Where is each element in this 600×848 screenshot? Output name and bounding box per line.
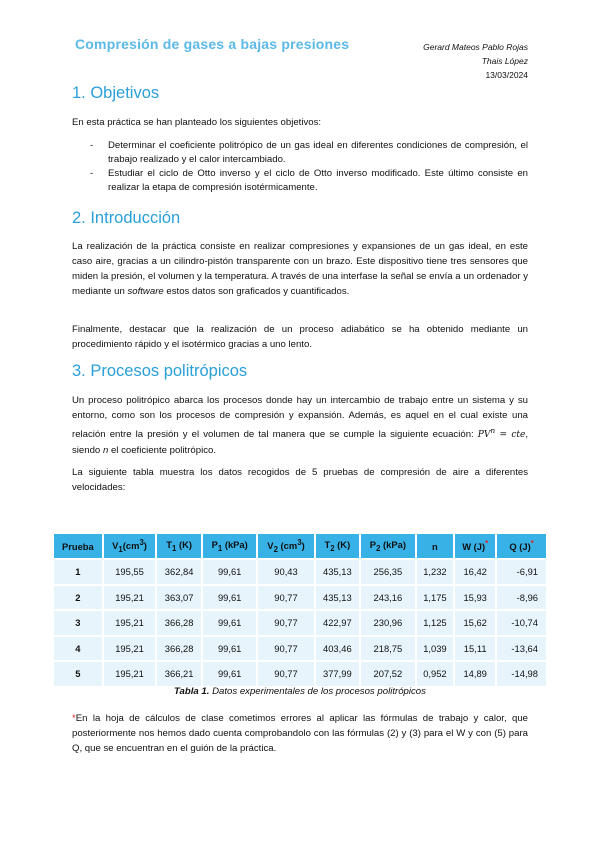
header-unit: (cm <box>277 540 298 552</box>
table-cell-prueba: 4 <box>54 637 102 661</box>
column-header-p1 <box>203 534 257 558</box>
procesos-paragraph-2: La siguiente tabla muestra los datos recogidos de 5 pruebas de compresión de aire a diferentes velocidades: <box>72 467 528 493</box>
header-superscript: 3 <box>297 538 302 547</box>
column-header-n <box>417 534 454 558</box>
header-text: n <box>432 540 438 552</box>
objetivo-item <box>72 139 528 167</box>
table-row <box>54 560 546 584</box>
table-cell: 90,77 <box>258 662 313 686</box>
footnote <box>72 711 528 756</box>
table-cell: 403,46 <box>316 637 360 661</box>
table-cell: 435,13 <box>316 560 360 584</box>
table-header-row <box>54 534 546 558</box>
table-cell: 195,21 <box>104 586 156 610</box>
table-cell: 435,13 <box>316 586 360 610</box>
asterisk-mark: * <box>485 539 489 549</box>
objetivo-item <box>72 167 528 195</box>
objetivos-intro: En esta práctica se han planteado los siguientes objetivos: <box>72 117 322 128</box>
header-subscript: 2 <box>376 543 381 553</box>
header-unit: (kPa) <box>222 539 248 551</box>
introduccion-paragraph-1 <box>72 239 528 299</box>
table-cell: 99,61 <box>203 637 257 661</box>
table-cell: 195,55 <box>104 560 156 584</box>
table-row <box>54 611 546 635</box>
header-unit: (cm <box>122 540 140 552</box>
table-cell: 363,07 <box>157 586 201 610</box>
table-cell-prueba: 3 <box>54 611 102 635</box>
heading-introduccion: 2. Introducción <box>72 209 181 227</box>
table-cell: 90,43 <box>258 560 313 584</box>
table-cell: -10,74 <box>497 611 546 635</box>
table-cell: 99,61 <box>203 611 257 635</box>
footnote-asterisk: * <box>72 713 76 724</box>
document-date: 13/03/2024 <box>485 70 528 80</box>
table-cell: -8,96 <box>497 586 546 610</box>
polytropic-equation <box>477 426 526 440</box>
table-cell: 15,62 <box>455 611 495 635</box>
table-cell: -13,64 <box>497 637 546 661</box>
column-header-v2 <box>258 534 313 558</box>
footnote-text: En la hoja de cálculos de clase cometimos errores al aplicar las fórmulas de trabajo y calor, que posteriormente nos hemos dado cuenta comprobandolo con las fórmulas (2) y (3) para el W y con (5) para Q, que se encuentran en el guión de la práctica. <box>72 713 528 754</box>
header-unit: (kPa) <box>380 539 406 551</box>
table-cell: 366,28 <box>157 637 201 661</box>
table-cell: 99,61 <box>203 586 257 610</box>
equation-exponent: n <box>490 426 496 435</box>
header-text: Q (J) <box>509 541 531 553</box>
table-cell-prueba: 5 <box>54 662 102 686</box>
authors-line-1: Gerard Mateos Pablo Rojas <box>423 42 528 52</box>
objetivo-text: Estudiar el ciclo de Otto inverso y el ciclo de Otto inverso modificado. Este último consiste en realizar la etapa de compresión isotérmicamente. <box>108 168 528 193</box>
table-cell: 207,52 <box>361 662 415 686</box>
procesos-text-b: , siendo <box>72 429 528 456</box>
procesos-text-a: Un proceso politrópico abarca los procesos donde hay un intercambio de trabajo entre un sistema y su entorno, como son los procesos de compresión y expansión. Además, es aquel en el cual existe una relación entre la presión y el volumen de tal manera que se cumple la siguiente ecuación: <box>72 395 528 440</box>
authors-line-2: Thais López <box>481 56 528 66</box>
introduccion-text-a: La realización de la práctica consiste en realizar compresiones y expansiones de un gas ideal, en este caso aire, gracias a un cilindro-pistón transparente con un brazo. Este dispositivo tiene tres sensores que miden la presión, el volumen y la temperatura. A través de una interfase la señal se envía a un ordenador y mediante un <box>72 241 528 297</box>
table-cell: 15,93 <box>455 586 495 610</box>
caption-label: Tabla 1. <box>174 686 210 697</box>
header-subscript: 1 <box>217 543 223 553</box>
table-cell: 243,16 <box>361 586 415 610</box>
table-cell: 195,21 <box>104 611 156 635</box>
procesos-text-c: el coeficiente politrópico. <box>108 445 217 456</box>
column-header-prueba <box>54 534 102 558</box>
table-cell: 90,77 <box>258 586 313 610</box>
column-header-v1 <box>104 534 156 558</box>
column-header-p2 <box>361 534 415 558</box>
objetivos-list <box>72 139 528 195</box>
authors-block <box>423 40 528 82</box>
table-cell: 99,61 <box>203 560 257 584</box>
heading-objetivos: 1. Objetivos <box>72 84 160 102</box>
column-header-q <box>497 534 546 558</box>
header-subscript: 2 <box>273 545 278 554</box>
table-cell: 1,175 <box>417 586 454 610</box>
table-row <box>54 637 546 661</box>
header-text: T <box>324 539 331 551</box>
table-cell: 218,75 <box>361 637 415 661</box>
header-text: V <box>267 540 274 552</box>
column-header-t1 <box>157 534 201 558</box>
table-cell: 195,21 <box>104 637 156 661</box>
table-cell: -6,91 <box>497 560 546 584</box>
table-cell: 99,61 <box>203 662 257 686</box>
table-cell: 90,77 <box>258 611 313 635</box>
table-cell: 90,77 <box>258 637 313 661</box>
table-cell-prueba: 1 <box>54 560 102 584</box>
table-row <box>54 662 546 686</box>
table-cell: 1,039 <box>417 637 454 661</box>
header-unit: (K) <box>334 539 351 551</box>
table-cell: 15,11 <box>455 637 495 661</box>
procesos-paragraph-1 <box>72 393 528 458</box>
header-subscript: 2 <box>330 543 335 553</box>
table-cell-prueba: 2 <box>54 586 102 610</box>
table-cell: 195,21 <box>104 662 156 686</box>
table-cell: 0,952 <box>417 662 454 686</box>
header-unit: ) <box>143 540 147 552</box>
table-cell: 14,89 <box>455 662 495 686</box>
document-title: Compresión de gases a bajas presiones <box>75 36 350 52</box>
column-header-t2 <box>316 534 360 558</box>
table-cell: 256,35 <box>361 560 415 584</box>
bullet-dash: - <box>90 168 94 179</box>
table-cell: -14,98 <box>497 662 546 686</box>
header-text: V <box>112 540 119 552</box>
heading-procesos-politropicos: 3. Procesos politrópicos <box>72 362 248 380</box>
table-cell: 366,28 <box>157 611 201 635</box>
objetivo-text: Determinar el coeficiente politrópico de un gas ideal en diferentes condiciones de compresión, el trabajo realizado y el calor intercambiado. <box>108 140 528 165</box>
caption-text: Datos experimentales de los procesos politrópicos <box>209 686 426 697</box>
bullet-dash: - <box>90 140 94 151</box>
n-symbol: n <box>102 445 109 456</box>
header-text: W (J) <box>462 541 486 553</box>
header-text: T <box>166 539 173 551</box>
table-caption <box>52 686 548 697</box>
header-text: P <box>211 539 218 551</box>
table-cell: 362,84 <box>157 560 201 584</box>
column-header-w <box>455 534 495 558</box>
table-cell: 1,125 <box>417 611 454 635</box>
header-unit: ) <box>301 540 305 552</box>
equation-rhs: = cte <box>495 430 526 440</box>
table-cell: 16,42 <box>455 560 495 584</box>
table-cell: 366,21 <box>157 662 201 686</box>
header-subscript: 1 <box>118 545 123 554</box>
table-row <box>54 586 546 610</box>
software-emphasis: software <box>127 286 164 297</box>
table-cell: 230,96 <box>361 611 415 635</box>
header-text: P <box>369 539 377 551</box>
asterisk-mark: * <box>530 539 534 549</box>
table-body <box>54 560 546 686</box>
header-unit: (K) <box>176 539 192 551</box>
introduccion-paragraph-2: Finalmente, destacar que la realización de un proceso adiabático se ha obtenido mediante un procedimiento rápido y el isotérmico gracias a uno lento. <box>72 324 528 350</box>
equation-lhs: PV <box>477 430 491 440</box>
header-superscript: 3 <box>139 538 144 547</box>
table-cell: 377,99 <box>316 662 360 686</box>
introduccion-text-b: estos datos son graficados y cuantificados. <box>163 286 350 297</box>
table-cell: 1,232 <box>417 560 454 584</box>
table-cell: 422,97 <box>316 611 360 635</box>
header-subscript: 1 <box>172 543 177 553</box>
data-table <box>52 532 548 688</box>
header-text: Prueba <box>61 540 94 552</box>
